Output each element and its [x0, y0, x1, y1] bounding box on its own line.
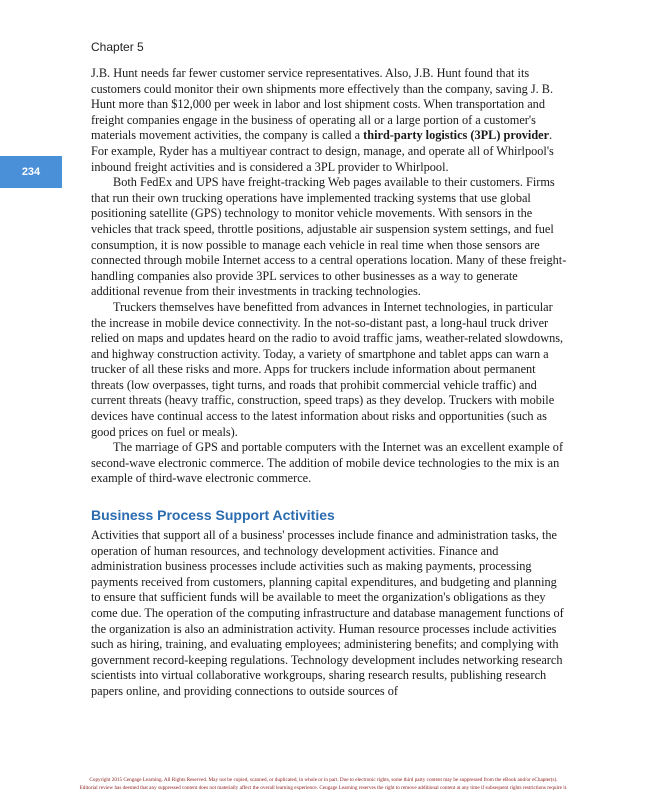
- paragraph-3: Truckers themselves have benefitted from advances in Internet technologies, in particular the increase in mobile device connectivity. In the not-so-distant past, a long-haul truck driver relied on maps and updates heard on the radio to avoid traffic jams, weather-related slowdowns, and highway construction activity. Today, a variety of smartphone and tablet apps can warn a trucker of all these risks and more. Apps for truckers include information about permanent threats (low overpasses, tight turns, and roads that prohibit commercial vehicle traffic) and current threats (heavy traffic, construction, speed traps) as they develop. Truckers with mobile devices have continual access to the latest information about risks and opportunities (such as good prices on fuel or meals).: [91, 299, 564, 439]
- footer-line-1: Copyright 2015 Cengage Learning. All Rights Reserved. May not be copied, scanned, or duplicated, in whole or in part. Due to electronic rights, some third party content may be suppressed from the eBook and/or eChapter(s).: [89, 777, 558, 783]
- page-body: [91, 66, 569, 700]
- paragraph-1: [91, 66, 569, 175]
- chapter-label: Chapter 5: [91, 40, 144, 54]
- paragraph-5: Activities that support all of a business' processes include finance and administration tasks, the operation of human resources, and technology development activities. Finance and administration business processes include activities such as making payments, processing payments received from customers, planning capital expenditures, and budgeting and planning to ensure that sufficient funds will be available to meet the organization's obligations as they come due. The operation of the computing infrastructure and database management functions of the organization is also an administration activity. Human resource processes include activities such as hiring, training, and evaluating employees; administering benefits; and complying with government record-keeping regulations. Technology development includes networking research scientists into virtual collaborative workgroups, sharing research results, publishing research papers online, and providing connections to outside sources of: [91, 528, 564, 698]
- paragraph-1-start: J.B. Hunt needs far fewer customer service representatives. Also, J.B. Hunt found that its customers could monitor their own shipments more effectively than the company, saving J. B. Hunt more than $12,000 per week in labor and lost shipment costs. When transportation and freight companies engage in the business of operating all or a large portion of a customer's materials movement activities, the company is called a: [91, 66, 554, 143]
- paragraph-2: Both FedEx and UPS have freight-tracking Web pages available to their customers. Firms that run their own trucking operations have implemented tracking systems that use global positioning satellite (GPS) technology to monitor vehicle movements. With sensors in the vehicles that track speed, throttle positions, adjustable air suspension system settings, and fuel consumption, it is now possible to manage each vehicle in real time when those sensors are connected through mobile Internet access to a central operations location. Many of these freight-handling companies also provide 3PL services to other businesses as a way to generate additional revenue from their investments in tracking technologies.: [91, 175, 567, 299]
- key-term-3pl: third-party logistics (3PL) provider: [363, 128, 550, 143]
- paragraph-1-end: . For example, Ryder has a multiyear contract to design, manage, and operate all of Whirlpool's inbound freight activities and is considered a 3PL provider to Whirlpool.: [91, 128, 554, 174]
- page-number: 234: [21, 166, 41, 178]
- page-number-tab: [0, 156, 62, 188]
- footer-line-2: Editorial review has deemed that any suppressed content does not materially affect the overall learning experience. Cengage Learning reserves the right to remove additional content at any time if subsequent rights restrictions require it.: [79, 785, 568, 791]
- paragraph-4: The marriage of GPS and portable computers with the Internet was an excellent example of second-wave electronic commerce. The addition of mobile device technologies to the mix is an example of third-wave electronic commerce.: [91, 440, 564, 486]
- section-heading: Business Process Support Activities: [91, 507, 335, 524]
- copyright-footer: [8, 776, 639, 792]
